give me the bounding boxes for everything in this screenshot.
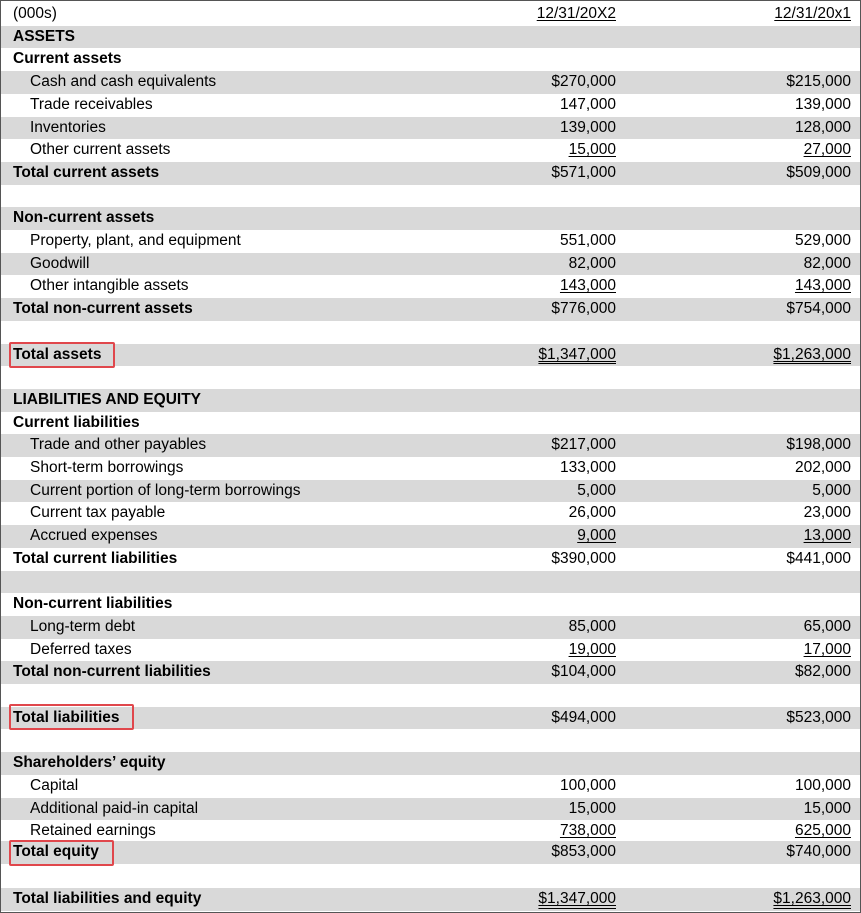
subsection-noncurrent-assets <box>1 207 860 230</box>
total-assets-row <box>1 344 860 367</box>
row-label: Short-term borrowings <box>30 459 184 476</box>
row-label: Total liabilities and equity <box>13 890 202 907</box>
row-label: Current tax payable <box>30 504 166 522</box>
value-20x1: 23,000 <box>803 504 851 522</box>
table-row <box>1 71 860 94</box>
value-20x2: 26,000 <box>568 504 616 522</box>
value-20x2: 143,000 <box>559 277 616 295</box>
table-row <box>1 139 860 162</box>
spacer-row <box>1 864 860 887</box>
value-20x1: 82,000 <box>803 254 851 272</box>
total-current-liabilities-row <box>1 548 860 571</box>
value-20x2: 19,000 <box>568 640 616 658</box>
spacer-row <box>1 321 860 344</box>
row-label: Trade receivables <box>30 95 153 113</box>
value-20x1: 128,000 <box>794 118 851 136</box>
value-20x1: 143,000 <box>794 277 851 295</box>
assets-title: ASSETS <box>13 27 76 45</box>
value-20x2: 15,000 <box>568 141 616 159</box>
value-20x2: $217,000 <box>551 436 616 454</box>
total-liabilities-and-equity-row <box>1 888 860 911</box>
row-label: Total equity <box>13 843 99 860</box>
spacer-row <box>1 185 860 208</box>
value-20x1: 529,000 <box>794 232 851 249</box>
row-label: Inventories <box>30 118 106 136</box>
value-20x2: 15,000 <box>568 799 616 817</box>
row-label: Goodwill <box>30 254 90 272</box>
total-current-assets-row <box>1 162 860 185</box>
value-20x1: $523,000 <box>786 708 851 726</box>
value-20x1: $740,000 <box>786 843 851 860</box>
row-label: Property, plant, and equipment <box>30 232 241 249</box>
table-row <box>1 502 860 525</box>
value-20x2: 738,000 <box>559 822 616 840</box>
value-20x1: 15,000 <box>803 799 851 817</box>
row-label: Total liabilities <box>13 708 120 726</box>
value-20x1: 17,000 <box>803 640 851 658</box>
value-20x2: $1,347,000 <box>538 345 616 363</box>
row-label: Other current assets <box>30 141 171 159</box>
value-20x2: $494,000 <box>551 708 616 726</box>
value-20x2: 5,000 <box>577 481 616 499</box>
value-20x2: 139,000 <box>559 118 616 136</box>
liabilities-title: LIABILITIES AND EQUITY <box>13 390 202 408</box>
value-20x1: 100,000 <box>794 776 851 794</box>
row-label: Capital <box>30 776 79 794</box>
value-20x1: 65,000 <box>803 617 851 635</box>
header-row <box>1 3 860 26</box>
value-20x1: $82,000 <box>794 663 851 681</box>
value-20x2: 9,000 <box>577 527 616 545</box>
spacer-row <box>1 684 860 707</box>
value-20x1: $441,000 <box>786 549 851 567</box>
row-label: Deferred taxes <box>30 640 132 658</box>
value-20x2: 82,000 <box>568 254 616 272</box>
subsection-shareholders-equity <box>1 752 860 775</box>
spacer-row <box>1 366 860 389</box>
row-label: Accrued expenses <box>30 527 158 545</box>
value-20x2: 551,000 <box>559 232 616 249</box>
table-row <box>1 480 860 503</box>
spacer-row <box>1 729 860 752</box>
table-row <box>1 525 860 548</box>
row-label: Cash and cash equivalents <box>30 73 217 91</box>
total-equity-row <box>1 841 860 864</box>
table-row <box>1 117 860 140</box>
table-row <box>1 275 860 298</box>
value-20x1: 5,000 <box>812 481 851 499</box>
value-20x1: 625,000 <box>794 822 851 840</box>
column-header-20x2: 12/31/20X2 <box>536 5 616 22</box>
value-20x2: $776,000 <box>551 300 616 318</box>
section-title-liabilities-equity <box>1 389 860 412</box>
value-20x1: $754,000 <box>786 300 851 318</box>
row-label: Total current liabilities <box>13 549 178 567</box>
row-label: Retained earnings <box>30 822 156 840</box>
value-20x1: $509,000 <box>786 163 851 181</box>
table-row <box>1 639 860 662</box>
spacer-row <box>1 571 860 594</box>
subsection-current-liabilities <box>1 412 860 435</box>
value-20x1: 202,000 <box>794 459 851 476</box>
row-label: Trade and other payables <box>30 436 207 454</box>
subsection-noncurrent-liabilities <box>1 593 860 616</box>
noncurrent-assets-title: Non-current assets <box>13 209 155 227</box>
column-header-20x1: 12/31/20x1 <box>774 5 851 22</box>
value-20x1: 13,000 <box>803 527 851 545</box>
row-label: Total assets <box>13 345 102 363</box>
table-row <box>1 457 860 480</box>
row-label: Total current assets <box>13 163 160 181</box>
table-row <box>1 616 860 639</box>
value-20x1: $215,000 <box>786 73 851 91</box>
value-20x1: 27,000 <box>803 141 851 159</box>
row-label: Total non-current assets <box>13 300 193 318</box>
total-noncurrent-assets-row <box>1 298 860 321</box>
units-label: (000s) <box>13 5 57 22</box>
value-20x1: 139,000 <box>794 95 851 113</box>
value-20x2: 85,000 <box>568 617 616 635</box>
value-20x2: $390,000 <box>551 549 616 567</box>
value-20x1: $1,263,000 <box>773 890 851 907</box>
noncurrent-liabilities-title: Non-current liabilities <box>13 595 173 613</box>
value-20x1: $1,263,000 <box>773 345 851 363</box>
current-assets-title: Current assets <box>13 50 122 68</box>
value-20x2: $571,000 <box>551 163 616 181</box>
current-liabilities-title: Current liabilities <box>13 413 140 431</box>
row-label: Additional paid-in capital <box>30 799 199 817</box>
value-20x2: $104,000 <box>551 663 616 681</box>
table-row <box>1 798 860 821</box>
table-row <box>1 434 860 457</box>
row-label: Current portion of long-term borrowings <box>30 481 301 499</box>
total-liabilities-row <box>1 707 860 730</box>
table-row <box>1 820 860 843</box>
row-label: Other intangible assets <box>30 277 189 295</box>
equity-title: Shareholders’ equity <box>13 754 166 772</box>
value-20x2: 133,000 <box>559 459 616 476</box>
value-20x2: 147,000 <box>559 95 616 113</box>
subsection-current-assets <box>1 48 860 71</box>
value-20x2: $853,000 <box>551 843 616 860</box>
table-row <box>1 94 860 117</box>
table-row <box>1 253 860 276</box>
value-20x2: $1,347,000 <box>538 890 616 907</box>
total-noncurrent-liabilities-row <box>1 661 860 684</box>
value-20x2: 100,000 <box>559 776 616 794</box>
value-20x1: $198,000 <box>786 436 851 454</box>
table-row <box>1 230 860 253</box>
value-20x2: $270,000 <box>551 73 616 91</box>
table-row <box>1 775 860 798</box>
row-label: Long-term debt <box>30 617 136 635</box>
row-label: Total non-current liabilities <box>13 663 211 681</box>
section-title-assets <box>1 26 860 49</box>
